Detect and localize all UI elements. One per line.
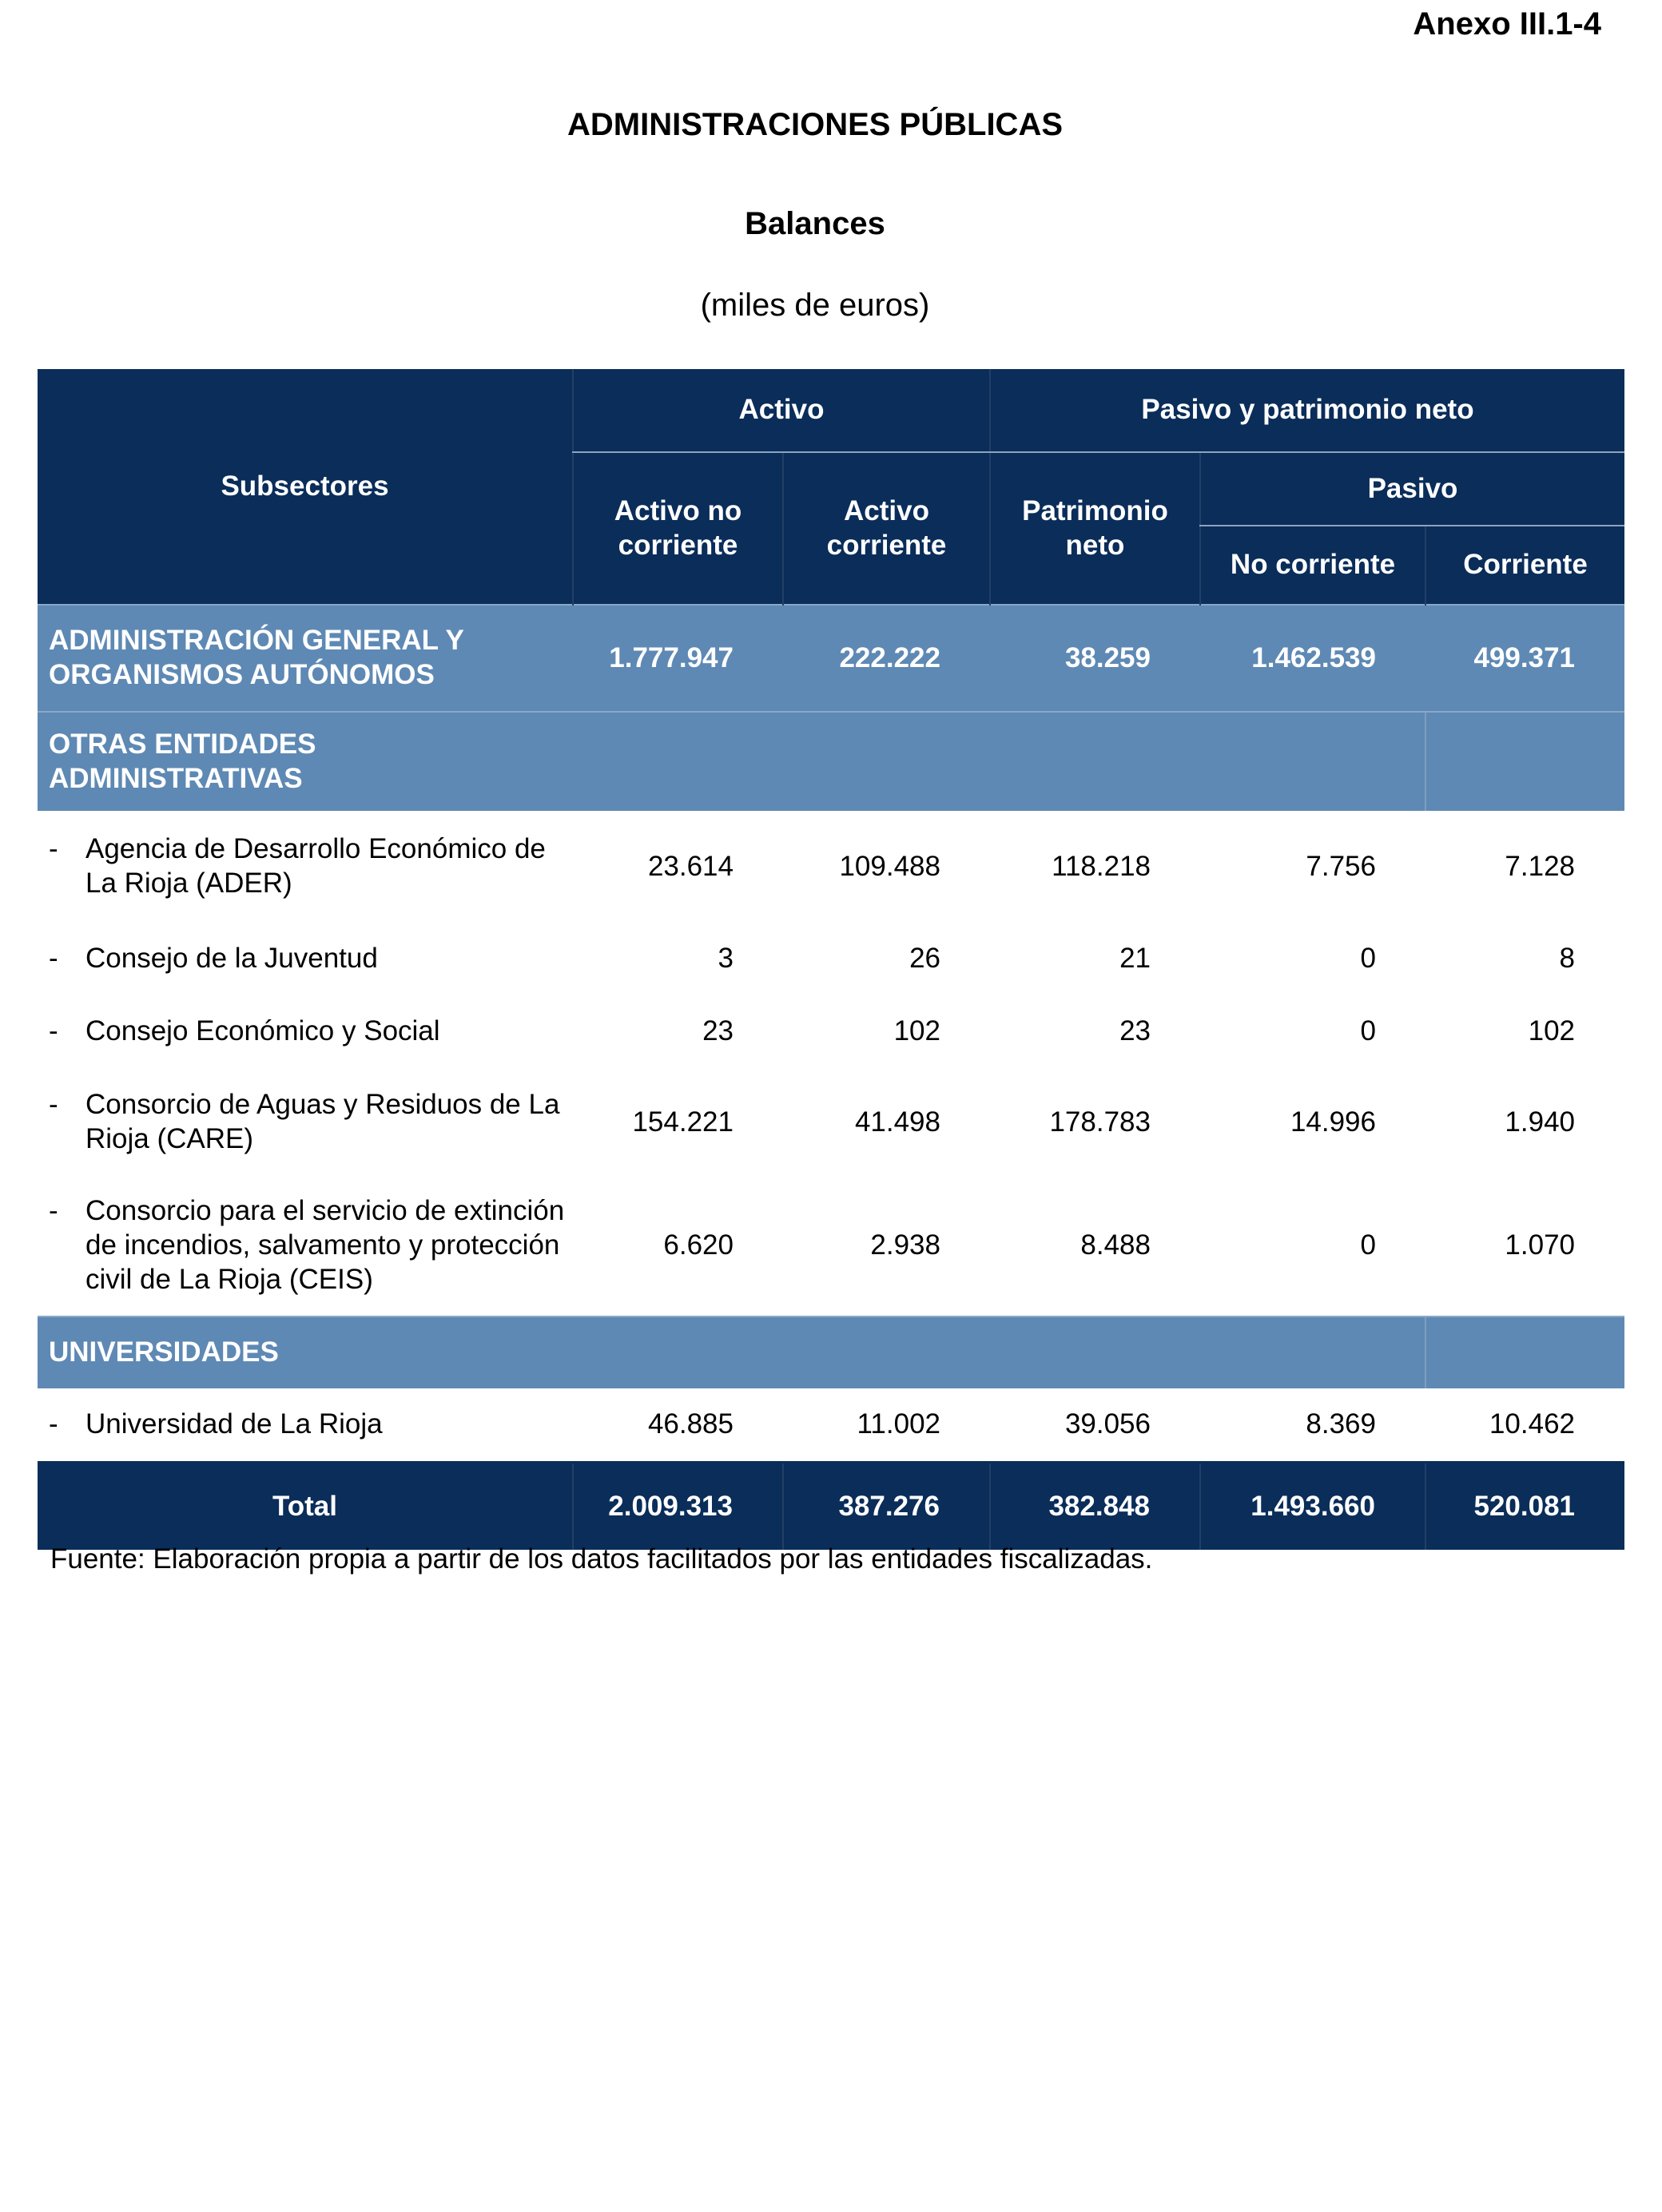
header-no-corriente: No corriente xyxy=(1200,526,1425,605)
row-bullet: - xyxy=(49,1408,58,1440)
table-row xyxy=(38,923,1624,995)
cell-pasivo-corriente: 8 xyxy=(1425,923,1624,995)
total-patrimonio-neto: 382.848 xyxy=(990,1462,1200,1550)
total-label: Total xyxy=(38,1462,573,1550)
page-title: ADMINISTRACIONES PÚBLICAS xyxy=(567,107,1064,142)
total-activo-corriente: 387.276 xyxy=(783,1462,990,1550)
cell-pasivo-corriente: 102 xyxy=(1425,995,1624,1069)
cell-pasivo-corriente: 7.128 xyxy=(1425,811,1624,923)
total-pasivo-no-corriente: 1.493.660 xyxy=(1200,1462,1425,1550)
cell-pasivo-corriente: 1.940 xyxy=(1425,1069,1624,1176)
cell-activo-corriente: 41.498 xyxy=(783,1069,990,1176)
row-bullet: - xyxy=(49,942,58,974)
row-label: Consorcio para el servicio de extinción de incendios, salvamento y protección civil de La Rioja (CEIS) xyxy=(85,1195,565,1295)
header-corriente: Corriente xyxy=(1425,526,1624,605)
annex-label: Anexo III.1-4 xyxy=(1413,6,1601,42)
cell-patrimonio-neto: 38.259 xyxy=(990,605,1200,712)
header-patrimonio-neto: Patrimonio neto xyxy=(990,452,1200,605)
cell-pasivo-corriente: 1.070 xyxy=(1425,1176,1624,1316)
cell-patrimonio-neto: 178.783 xyxy=(990,1069,1200,1176)
table-row xyxy=(38,995,1624,1069)
header-activo-corriente: Activo corriente xyxy=(783,452,990,605)
header-activo-no-corriente: Activo no corriente xyxy=(573,452,783,605)
cell-patrimonio-neto: 8.488 xyxy=(990,1176,1200,1316)
cell-activo-no-corriente: 23 xyxy=(573,995,783,1069)
table-row xyxy=(38,1388,1624,1462)
row-bullet: - xyxy=(49,1089,58,1121)
cell-pasivo-no-corriente: 0 xyxy=(1200,995,1425,1069)
header-subsectores: Subsectores xyxy=(38,369,573,605)
cell-activo-corriente: 222.222 xyxy=(783,605,990,712)
balance-table xyxy=(38,369,1624,1550)
group-row-otras-entidades xyxy=(38,712,1624,811)
table-row xyxy=(38,811,1624,923)
row-label: Consorcio de Aguas y Residuos de La Rioja (CARE) xyxy=(85,1089,560,1154)
total-pasivo-corriente: 520.081 xyxy=(1425,1462,1624,1550)
cell-pasivo-no-corriente: 0 xyxy=(1200,923,1425,995)
cell-patrimonio-neto: 21 xyxy=(990,923,1200,995)
units-label: (miles de euros) xyxy=(700,288,930,323)
row-label: Universidad de La Rioja xyxy=(85,1408,383,1440)
page-subtitle: Balances xyxy=(745,206,885,241)
cell-activo-corriente: 26 xyxy=(783,923,990,995)
cell-activo-no-corriente: 46.885 xyxy=(573,1388,783,1462)
source-note: Fuente: Elaboración propia a partir de los datos facilitados por las entidades fiscalizadas. xyxy=(50,1543,1153,1575)
row-bullet: - xyxy=(49,1015,58,1047)
cell-pasivo-no-corriente: 7.756 xyxy=(1200,811,1425,923)
group-label: UNIVERSIDADES xyxy=(38,1316,573,1388)
total-activo-no-corriente: 2.009.313 xyxy=(573,1462,783,1550)
cell-patrimonio-neto: 39.056 xyxy=(990,1388,1200,1462)
header-pasivo: Pasivo xyxy=(1200,452,1624,526)
cell-pasivo-no-corriente: 8.369 xyxy=(1200,1388,1425,1462)
cell-activo-no-corriente: 3 xyxy=(573,923,783,995)
cell-patrimonio-neto: 23 xyxy=(990,995,1200,1069)
table-row xyxy=(38,1069,1624,1176)
row-bullet: - xyxy=(49,1195,58,1227)
group-row-universidades xyxy=(38,1316,1624,1388)
header-pasivo-patrimonio: Pasivo y patrimonio neto xyxy=(990,369,1624,452)
header-activo: Activo xyxy=(573,369,990,452)
cell-activo-no-corriente: 6.620 xyxy=(573,1176,783,1316)
total-row xyxy=(38,1462,1624,1550)
cell-activo-no-corriente: 154.221 xyxy=(573,1069,783,1176)
cell-pasivo-no-corriente: 0 xyxy=(1200,1176,1425,1316)
cell-activo-no-corriente: 23.614 xyxy=(573,811,783,923)
cell-activo-corriente: 11.002 xyxy=(783,1388,990,1462)
row-label: Consejo Económico y Social xyxy=(85,1015,440,1047)
cell-activo-corriente: 2.938 xyxy=(783,1176,990,1316)
group-label: ADMINISTRACIÓN GENERAL Y ORGANISMOS AUTÓNOMOS xyxy=(38,605,573,712)
row-bullet: - xyxy=(49,833,58,865)
cell-pasivo-corriente: 10.462 xyxy=(1425,1388,1624,1462)
cell-activo-corriente: 102 xyxy=(783,995,990,1069)
cell-patrimonio-neto: 118.218 xyxy=(990,811,1200,923)
row-label: Agencia de Desarrollo Económico de La Rioja (ADER) xyxy=(85,833,546,899)
header-row-1 xyxy=(38,369,1624,452)
cell-pasivo-corriente: 499.371 xyxy=(1425,605,1624,712)
table-row xyxy=(38,1176,1624,1316)
cell-activo-corriente: 109.488 xyxy=(783,811,990,923)
row-label: Consejo de la Juventud xyxy=(85,942,378,974)
group-label: OTRAS ENTIDADES ADMINISTRATIVAS xyxy=(38,712,573,811)
cell-pasivo-no-corriente: 14.996 xyxy=(1200,1069,1425,1176)
cell-activo-no-corriente: 1.777.947 xyxy=(573,605,783,712)
cell-pasivo-no-corriente: 1.462.539 xyxy=(1200,605,1425,712)
group-row-admin-general xyxy=(38,605,1624,712)
